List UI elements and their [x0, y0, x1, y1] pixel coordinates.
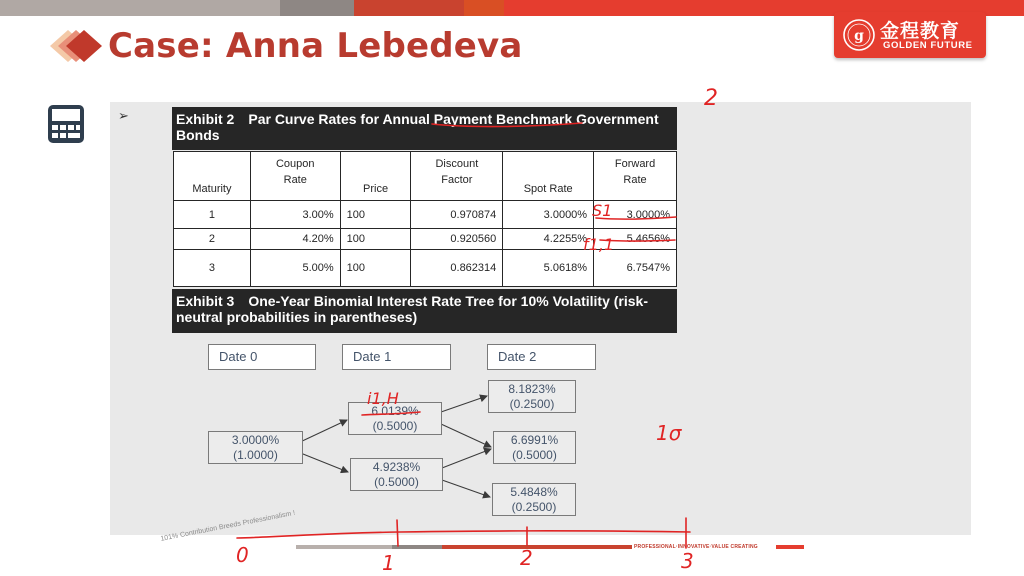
cell-forward: 3.0000% — [594, 201, 677, 229]
cell-price: 100 — [340, 201, 411, 229]
col-spot-rate: Spot Rate — [503, 152, 594, 201]
tree-node-date2-down: 5.4848% (0.2500) — [492, 483, 576, 516]
timeline-label-2: 2 — [520, 546, 533, 570]
table-row — [174, 201, 677, 229]
timeline-label-3: 3 — [681, 549, 694, 573]
cell-coupon: 3.00% — [250, 201, 340, 229]
cell-coupon: 5.00% — [250, 250, 340, 287]
bullet-arrow-icon: ➢ — [118, 108, 129, 123]
tree-node-date2-mid: 6.6991% (0.5000) — [493, 431, 576, 464]
tree-node-date2-up: 8.1823% (0.2500) — [488, 380, 576, 413]
calculator-icon — [46, 103, 86, 145]
col-maturity: Maturity — [174, 152, 251, 201]
logo-chinese-text: 金程教育 — [880, 20, 961, 42]
cell-discount: 0.970874 — [411, 201, 503, 229]
cell-price: 100 — [340, 229, 411, 250]
cell-forward: 5.4656% — [594, 229, 677, 250]
tree-node-date0: 3.0000% (1.0000) — [208, 431, 303, 464]
logo-english-text: GOLDEN FUTURE — [883, 40, 973, 51]
footer-strip-text: PROFESSIONAL·INNOVATIVE·VALUE CREATING — [634, 544, 758, 550]
exhibit-3-title: One-Year Binomial Interest Rate Tree for 10% Volatility (risk-neutral probabilities in parentheses) — [176, 293, 649, 325]
cell-forward: 6.7547% — [594, 250, 677, 287]
cell-discount: 0.862314 — [411, 250, 503, 287]
note-volatility: 1σ — [656, 421, 682, 445]
cell-maturity: 1 — [174, 201, 251, 229]
date-0-label: Date 0 — [208, 344, 316, 370]
table-row — [174, 250, 677, 287]
title-diamond-icon — [38, 24, 108, 74]
page-title: Case: Anna Lebedeva — [108, 26, 523, 66]
footer-color-strip — [296, 545, 632, 549]
note-top-right: 2 — [704, 86, 718, 111]
exhibit-2-title: Par Curve Rates for Annual Payment Benchmark Government Bonds — [176, 111, 659, 143]
col-discount-factor: Discount Factor — [411, 152, 503, 201]
table-header-row — [174, 152, 677, 201]
cell-spot: 3.0000% — [503, 201, 594, 229]
exhibit-3-number: Exhibit 3 — [176, 293, 235, 309]
table-row — [174, 229, 677, 250]
cell-discount: 0.920560 — [411, 229, 503, 250]
seal-icon — [843, 19, 875, 51]
cell-maturity: 3 — [174, 250, 251, 287]
timeline-label-0: 0 — [236, 543, 249, 567]
cell-spot: 5.0618% — [503, 250, 594, 287]
note-s1: S1 — [592, 201, 613, 220]
footer-slogan: 101% Contribution Breeds Professionalism ! — [160, 509, 296, 543]
timeline-label-1: 1 — [382, 551, 395, 575]
tree-node-date1-up: 6.0139% (0.5000) — [348, 402, 442, 435]
note-f11: f1,1 — [583, 235, 615, 254]
par-curve-table — [173, 151, 677, 287]
col-forward-rate: Forward Rate — [594, 152, 677, 201]
cell-price: 100 — [340, 250, 411, 287]
col-price: Price — [340, 152, 411, 201]
exhibit-3-header — [172, 289, 677, 333]
cell-spot: 4.2255% — [503, 229, 594, 250]
tree-node-date1-down: 4.9238% (0.5000) — [350, 458, 443, 491]
cell-maturity: 2 — [174, 229, 251, 250]
footer-strip-end — [776, 545, 804, 549]
note-node-label: i1,H — [367, 389, 399, 408]
golden-future-logo — [834, 12, 986, 58]
svg-text:g: g — [854, 28, 864, 44]
date-2-label: Date 2 — [487, 344, 596, 370]
exhibit-2-number: Exhibit 2 — [176, 111, 235, 127]
cell-coupon: 4.20% — [250, 229, 340, 250]
exhibit-2-header — [172, 107, 677, 150]
col-coupon-rate: Coupon Rate — [250, 152, 340, 201]
date-1-label: Date 1 — [342, 344, 451, 370]
